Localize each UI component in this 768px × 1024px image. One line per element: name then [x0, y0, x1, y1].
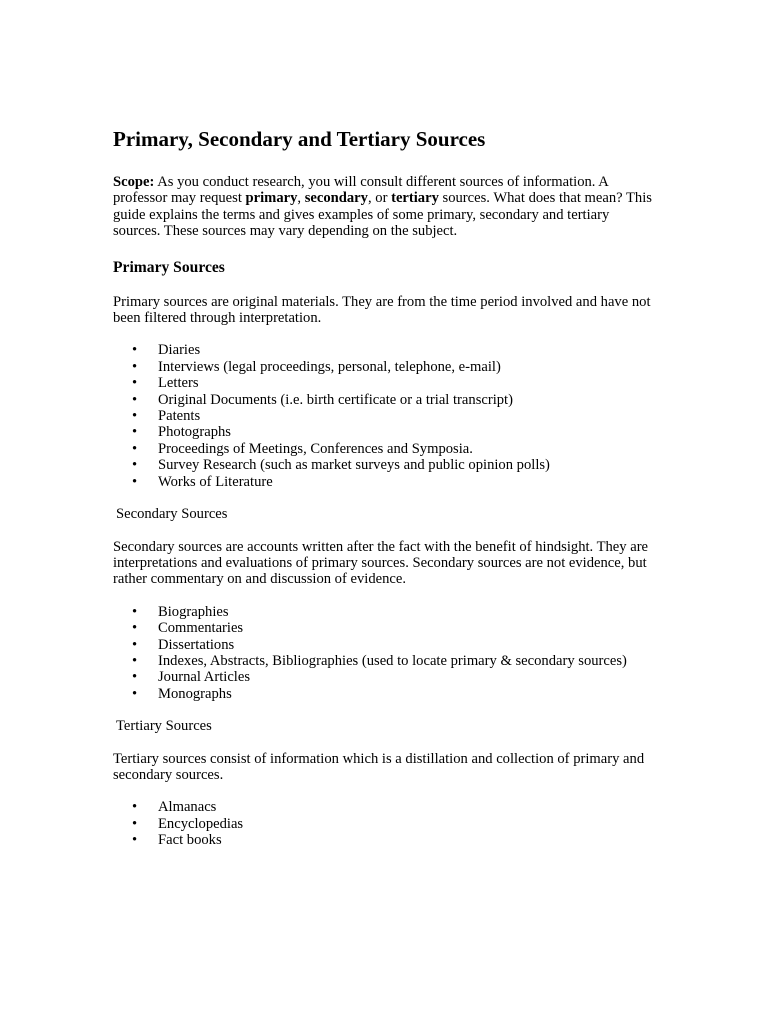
scope-text-4: sources. What does that mean? This guide explains the terms and gives examples of some primary, secondary and tertiary sources. These sources may vary depending on the subject. — [113, 190, 652, 240]
list-item-text: Encyclopedias — [158, 815, 244, 832]
list-item-text: Fact books — [158, 832, 222, 849]
scope-text-1: As you conduct research, you will consult different sources of information. A professor may request — [113, 174, 609, 207]
page-title: Primary, Secondary and Tertiary Sources — [113, 127, 486, 151]
scope-bold-secondary: secondary — [304, 190, 368, 207]
list-item — [113, 359, 656, 375]
list-item — [113, 669, 656, 685]
tertiary-heading: Tertiary Sources — [116, 718, 212, 735]
tertiary-list — [113, 799, 656, 848]
secondary-list — [113, 604, 656, 702]
secondary-description: Secondary sources are accounts written after the fact with the benefit of hindsight. They are interpretations and evaluations of primary sources. Secondary sources are not evidence, but rather commentary on and discussion of evidence. — [113, 538, 649, 588]
bullet-icon: • — [132, 457, 138, 474]
list-item-text: Diaries — [158, 342, 201, 359]
list-item-text: Letters — [158, 375, 199, 392]
list-item — [113, 441, 656, 457]
list-item — [113, 342, 656, 358]
bullet-icon: • — [132, 440, 138, 457]
bullet-icon: • — [132, 603, 138, 620]
list-item-text: Indexes, Abstracts, Bibliographies (used to locate primary & secondary sources) — [158, 652, 627, 669]
list-item-text: Works of Literature — [158, 473, 273, 490]
list-item — [113, 604, 656, 620]
list-item-text: Patents — [158, 408, 201, 425]
bullet-icon: • — [132, 620, 138, 637]
primary-list — [113, 342, 656, 490]
list-item-text: Monographs — [158, 685, 232, 702]
list-item — [113, 408, 656, 424]
tertiary-description: Tertiary sources consist of information which is a distillation and collection of primary and secondary sources. — [113, 750, 645, 783]
bullet-icon: • — [132, 652, 138, 669]
list-item — [113, 392, 656, 408]
bullet-icon: • — [132, 669, 138, 686]
bullet-icon: • — [132, 815, 138, 832]
bullet-icon: • — [132, 391, 138, 408]
list-item — [113, 799, 656, 815]
list-item-text: Survey Research (such as market surveys and public opinion polls) — [158, 457, 550, 474]
primary-description: Primary sources are original materials. They are from the time period involved and have not been filtered through interpretation. — [113, 293, 651, 327]
bullet-icon: • — [132, 342, 138, 359]
bullet-icon: • — [132, 358, 138, 375]
scope-bold-primary: primary — [245, 190, 298, 207]
bullet-icon: • — [132, 636, 138, 653]
primary-heading: Primary Sources — [113, 258, 225, 276]
bullet-icon: • — [132, 799, 138, 816]
scope-paragraph — [113, 174, 656, 240]
list-item — [113, 686, 656, 702]
scope-bold-tertiary: tertiary — [391, 190, 439, 207]
list-item-text: Dissertations — [158, 636, 235, 653]
list-item — [113, 832, 656, 848]
list-item — [113, 637, 656, 653]
list-item — [113, 620, 656, 636]
list-item-text: Photographs — [158, 424, 231, 441]
list-item — [113, 653, 656, 669]
list-item-text: Interviews (legal proceedings, personal, telephone, e-mail) — [158, 358, 501, 375]
list-item-text: Almanacs — [158, 799, 217, 816]
list-item-text: Commentaries — [158, 620, 244, 637]
list-item-text: Proceedings of Meetings, Conferences and Symposia. — [158, 440, 473, 457]
scope-text-2: , — [297, 190, 305, 207]
list-item — [113, 816, 656, 832]
list-item — [113, 424, 656, 440]
bullet-icon: • — [132, 375, 138, 392]
list-item — [113, 375, 656, 391]
bullet-icon: • — [132, 473, 138, 490]
scope-text-3: , or — [367, 190, 392, 207]
scope-label: Scope: — [113, 174, 155, 190]
bullet-icon: • — [132, 685, 138, 702]
list-item-text: Biographies — [158, 603, 229, 620]
bullet-icon: • — [132, 408, 138, 425]
list-item — [113, 457, 656, 473]
list-item-text: Original Documents (i.e. birth certificate or a trial transcript) — [158, 391, 513, 408]
secondary-heading: Secondary Sources — [116, 506, 228, 523]
list-item-text: Journal Articles — [158, 669, 251, 686]
bullet-icon: • — [132, 832, 138, 849]
list-item — [113, 474, 656, 490]
bullet-icon: • — [132, 424, 138, 441]
